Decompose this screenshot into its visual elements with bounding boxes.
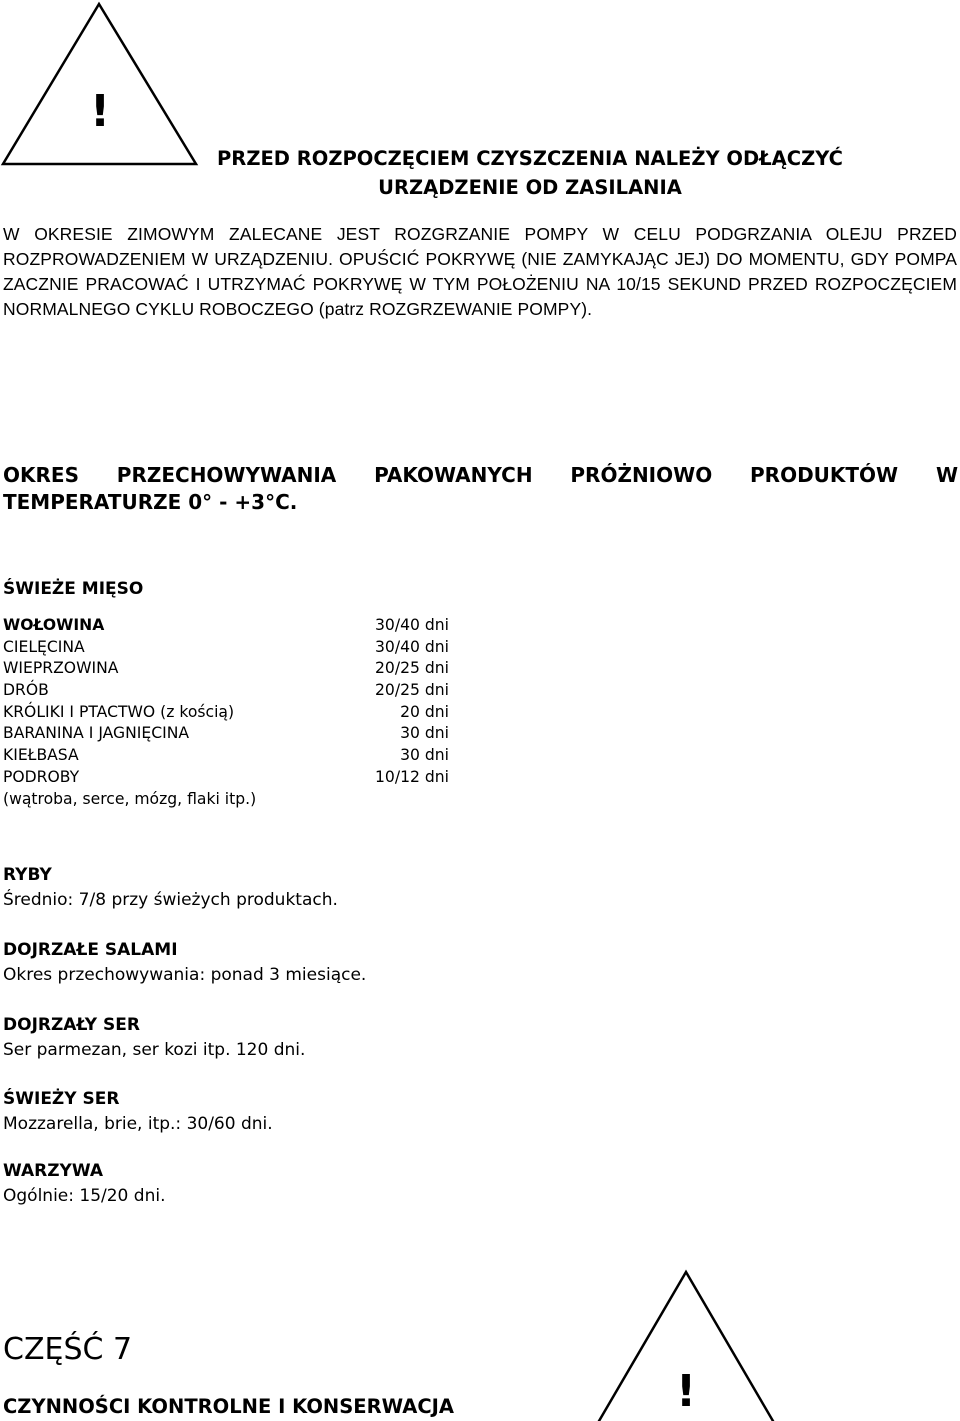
row-value: 20 dni xyxy=(400,702,449,721)
category-heading: ŚWIEŻY SER xyxy=(3,1089,120,1109)
category-dojrzaly-ser xyxy=(3,1014,305,1061)
row-value: 30 dni xyxy=(400,724,449,743)
table-row xyxy=(3,789,449,811)
row-name: DRÓB xyxy=(3,681,49,700)
table-row xyxy=(3,615,449,637)
row-value: 20/25 dni xyxy=(374,659,449,678)
row-name: (wątroba, serce, mózg, flaki itp.) xyxy=(3,789,257,808)
table-row xyxy=(3,680,449,702)
row-value: 30/40 dni xyxy=(374,616,449,634)
table-row xyxy=(3,637,449,659)
category-heading: WARZYWA xyxy=(3,1161,104,1181)
row-name: WIEPRZOWINA xyxy=(3,659,119,678)
row-name: CIELĘCINA xyxy=(3,637,85,656)
warning-title-line2: URZĄDZENIE OD ZASILANIA xyxy=(378,176,682,199)
category-text: Okres przechowywania: ponad 3 miesiące. xyxy=(3,965,367,985)
part-label: CZĘŚĆ 7 xyxy=(3,1332,133,1367)
category-text: Ogólnie: 15/20 dni. xyxy=(3,1186,166,1206)
warning-exclamation: ! xyxy=(89,86,111,137)
row-name: WOŁOWINA xyxy=(3,616,105,634)
warning-triangle-bottom-icon xyxy=(588,1268,784,1421)
table-row xyxy=(3,723,449,745)
warning-title-line1: PRZED ROZPOCZĘCIEM CZYSZCZENIA NALEŻY ODŁĄCZYĆ xyxy=(217,147,843,170)
row-value: 10/12 dni xyxy=(374,767,449,786)
row-value: 30/40 dni xyxy=(374,637,449,656)
category-text: Mozzarella, brie, itp.: 30/60 dni. xyxy=(3,1114,273,1134)
warning-exclamation-bottom: ! xyxy=(675,1366,697,1417)
table-row xyxy=(3,658,449,680)
row-name: KIEŁBASA xyxy=(3,746,79,765)
storage-heading-line2: TEMPERATURZE 0° - +3°C. xyxy=(3,490,298,514)
category-ryby xyxy=(3,864,338,911)
category-heading: DOJRZAŁY SER xyxy=(3,1015,140,1035)
table-row xyxy=(3,767,449,789)
fresh-meat-table xyxy=(3,615,449,810)
category-text: Średnio: 7/8 przy świeżych produktach. xyxy=(3,890,338,910)
row-name: KRÓLIKI I PTACTWO (z kością) xyxy=(3,702,235,721)
category-text: Ser parmezan, ser kozi itp. 120 dni. xyxy=(3,1040,306,1060)
row-value: 30 dni xyxy=(400,746,449,765)
warning-triangle-icon xyxy=(0,0,200,170)
storage-heading-line1: OKRES PRZECHOWYWANIA PAKOWANYCH PRÓŻNIOWO PRODUKTÓW W xyxy=(3,463,958,487)
category-heading: DOJRZAŁE SALAMI xyxy=(3,940,178,960)
table-row xyxy=(3,745,449,767)
category-warzywa xyxy=(3,1160,165,1207)
warning-title xyxy=(200,144,860,202)
part-title: CZYNNOŚCI KONTROLNE I KONSERWACJA xyxy=(3,1395,455,1418)
fresh-meat-heading: ŚWIEŻE MIĘSO xyxy=(3,579,144,599)
row-name: PODROBY xyxy=(3,767,80,786)
category-heading: RYBY xyxy=(3,865,52,885)
category-salami xyxy=(3,939,366,986)
winter-note: W OKRESIE ZIMOWYM ZALECANE JEST ROZGRZANIE POMPY W CELU PODGRZANIA OLEJU PRZED ROZPROWADZENIEM W URZĄDZENIU. OPUŚCIĆ POKRYWĘ (NIE ZAMYKAJĄC JEJ) DO MOMENTU, GDY POMPA ZACZNIE PRACOWAĆ I UTRZYMAĆ POKRYWĘ W TYM POŁOŻENIU NA 10/15 SEKUND PRZED ROZPOCZĘCIEM NORMALNEGO CYKLU ROBOCZEGO (patrz ROZGRZEWANIE POMPY). xyxy=(3,224,957,319)
row-name: BARANINA I JAGNIĘCINA xyxy=(3,724,190,743)
table-row xyxy=(3,702,449,724)
category-swiezy-ser xyxy=(3,1088,273,1135)
row-value: 20/25 dni xyxy=(374,681,449,700)
